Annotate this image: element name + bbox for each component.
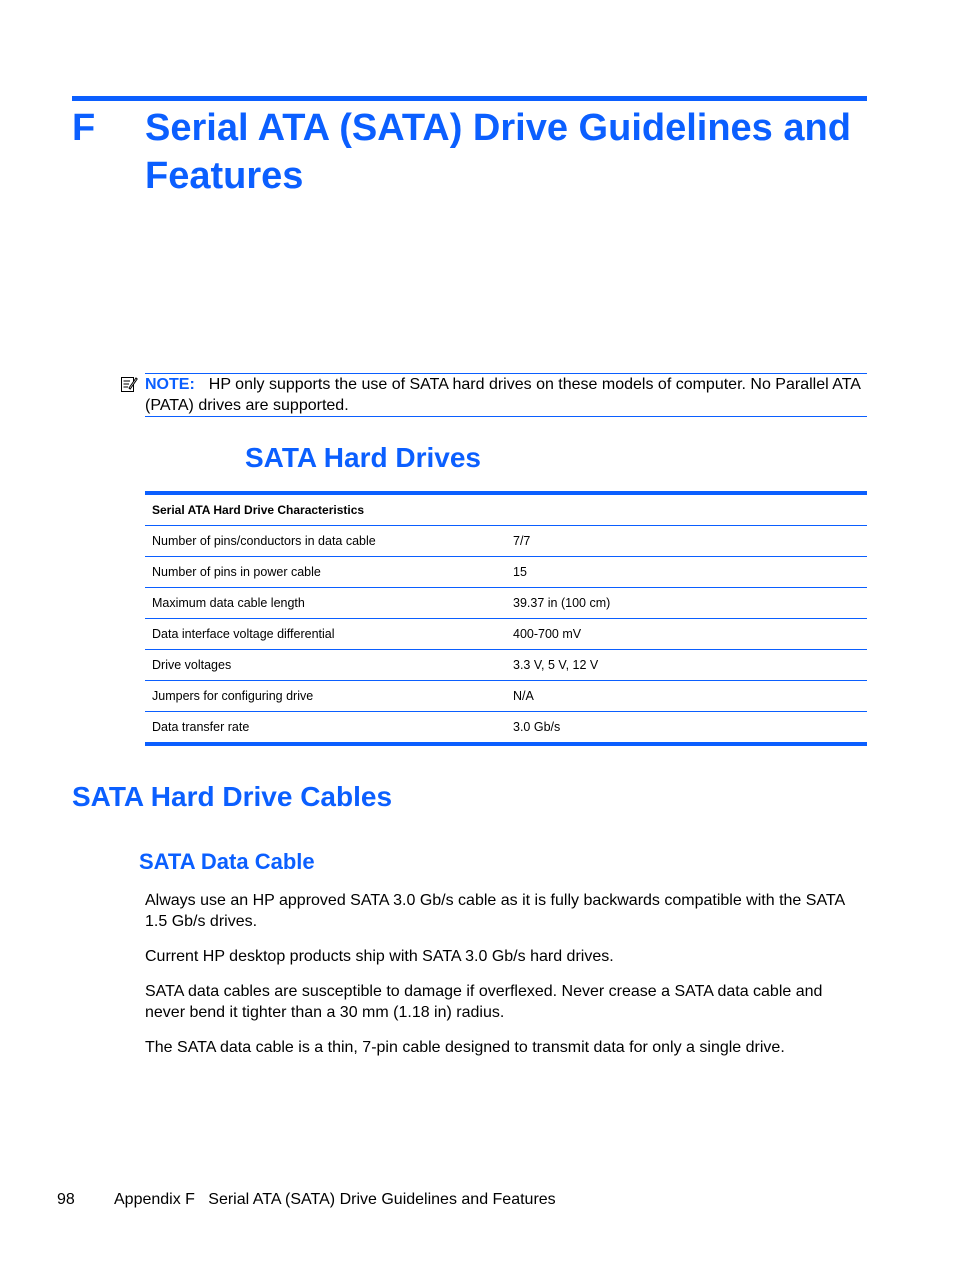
table-cell-value: 39.37 in (100 cm) [513, 596, 611, 610]
table-cell-value: 3.0 Gb/s [513, 720, 561, 734]
chapter-rule [72, 96, 867, 101]
table-bottom-rule [145, 742, 867, 746]
table-cell-label: Drive voltages [152, 658, 232, 672]
chapter-title: Serial ATA (SATA) Drive Guidelines and Features [145, 107, 851, 197]
note-label: NOTE: [145, 376, 195, 393]
footer-page-number: 98 [57, 1191, 75, 1208]
table-cell-label: Data interface voltage differential [152, 627, 335, 641]
note-rule-bottom [145, 416, 867, 417]
table-cell-label: Jumpers for configuring drive [152, 689, 314, 703]
table-header: Serial ATA Hard Drive Characteristics [145, 495, 867, 526]
table-cell-value: 15 [513, 565, 527, 579]
table-row [145, 588, 867, 619]
table-cell-value: 7/7 [513, 534, 531, 548]
note-body: HP only supports the use of SATA hard drives on these models of computer. No Parallel ATA (PATA) drives are supported. [145, 376, 861, 414]
section-heading-sata-hard-drives: SATA Hard Drives [245, 442, 481, 473]
paragraph: SATA data cables are susceptible to damage if overflexed. Never crease a SATA data cable and never bend it tighter than a 30 mm (1.18 in) radius. [145, 983, 823, 1021]
table-row [145, 557, 867, 588]
table-row [145, 712, 867, 742]
table-row [145, 619, 867, 650]
table-cell-label: Maximum data cable length [152, 596, 305, 610]
section-heading-sata-hard-drive-cables: SATA Hard Drive Cables [72, 781, 393, 812]
footer-text: Appendix F Serial ATA (SATA) Drive Guidelines and Features [114, 1191, 556, 1208]
table-cell-label: Number of pins/conductors in data cable [152, 534, 376, 548]
table-cell-value: 3.3 V, 5 V, 12 V [513, 658, 599, 672]
table-row [145, 681, 867, 712]
subsection-heading-sata-data-cable: SATA Data Cable [139, 849, 315, 874]
characteristics-table [145, 491, 867, 746]
chapter-letter: F [72, 107, 96, 149]
table-body [145, 526, 867, 742]
paragraph: Current HP desktop products ship with SATA 3.0 Gb/s hard drives. [145, 948, 614, 965]
table-row [145, 650, 867, 681]
note-icon [120, 375, 138, 393]
paragraph: Always use an HP approved SATA 3.0 Gb/s cable as it is fully backwards compatible with the SATA 1.5 Gb/s drives. [145, 892, 845, 930]
table-cell-label: Number of pins in power cable [152, 565, 321, 579]
table-cell-value: 400-700 mV [513, 627, 582, 641]
table-cell-label: Data transfer rate [152, 720, 250, 734]
paragraph: The SATA data cable is a thin, 7-pin cable designed to transmit data for only a single drive. [145, 1039, 785, 1056]
table-cell-value: N/A [513, 689, 534, 703]
table-row [145, 526, 867, 557]
note-text [145, 374, 863, 416]
